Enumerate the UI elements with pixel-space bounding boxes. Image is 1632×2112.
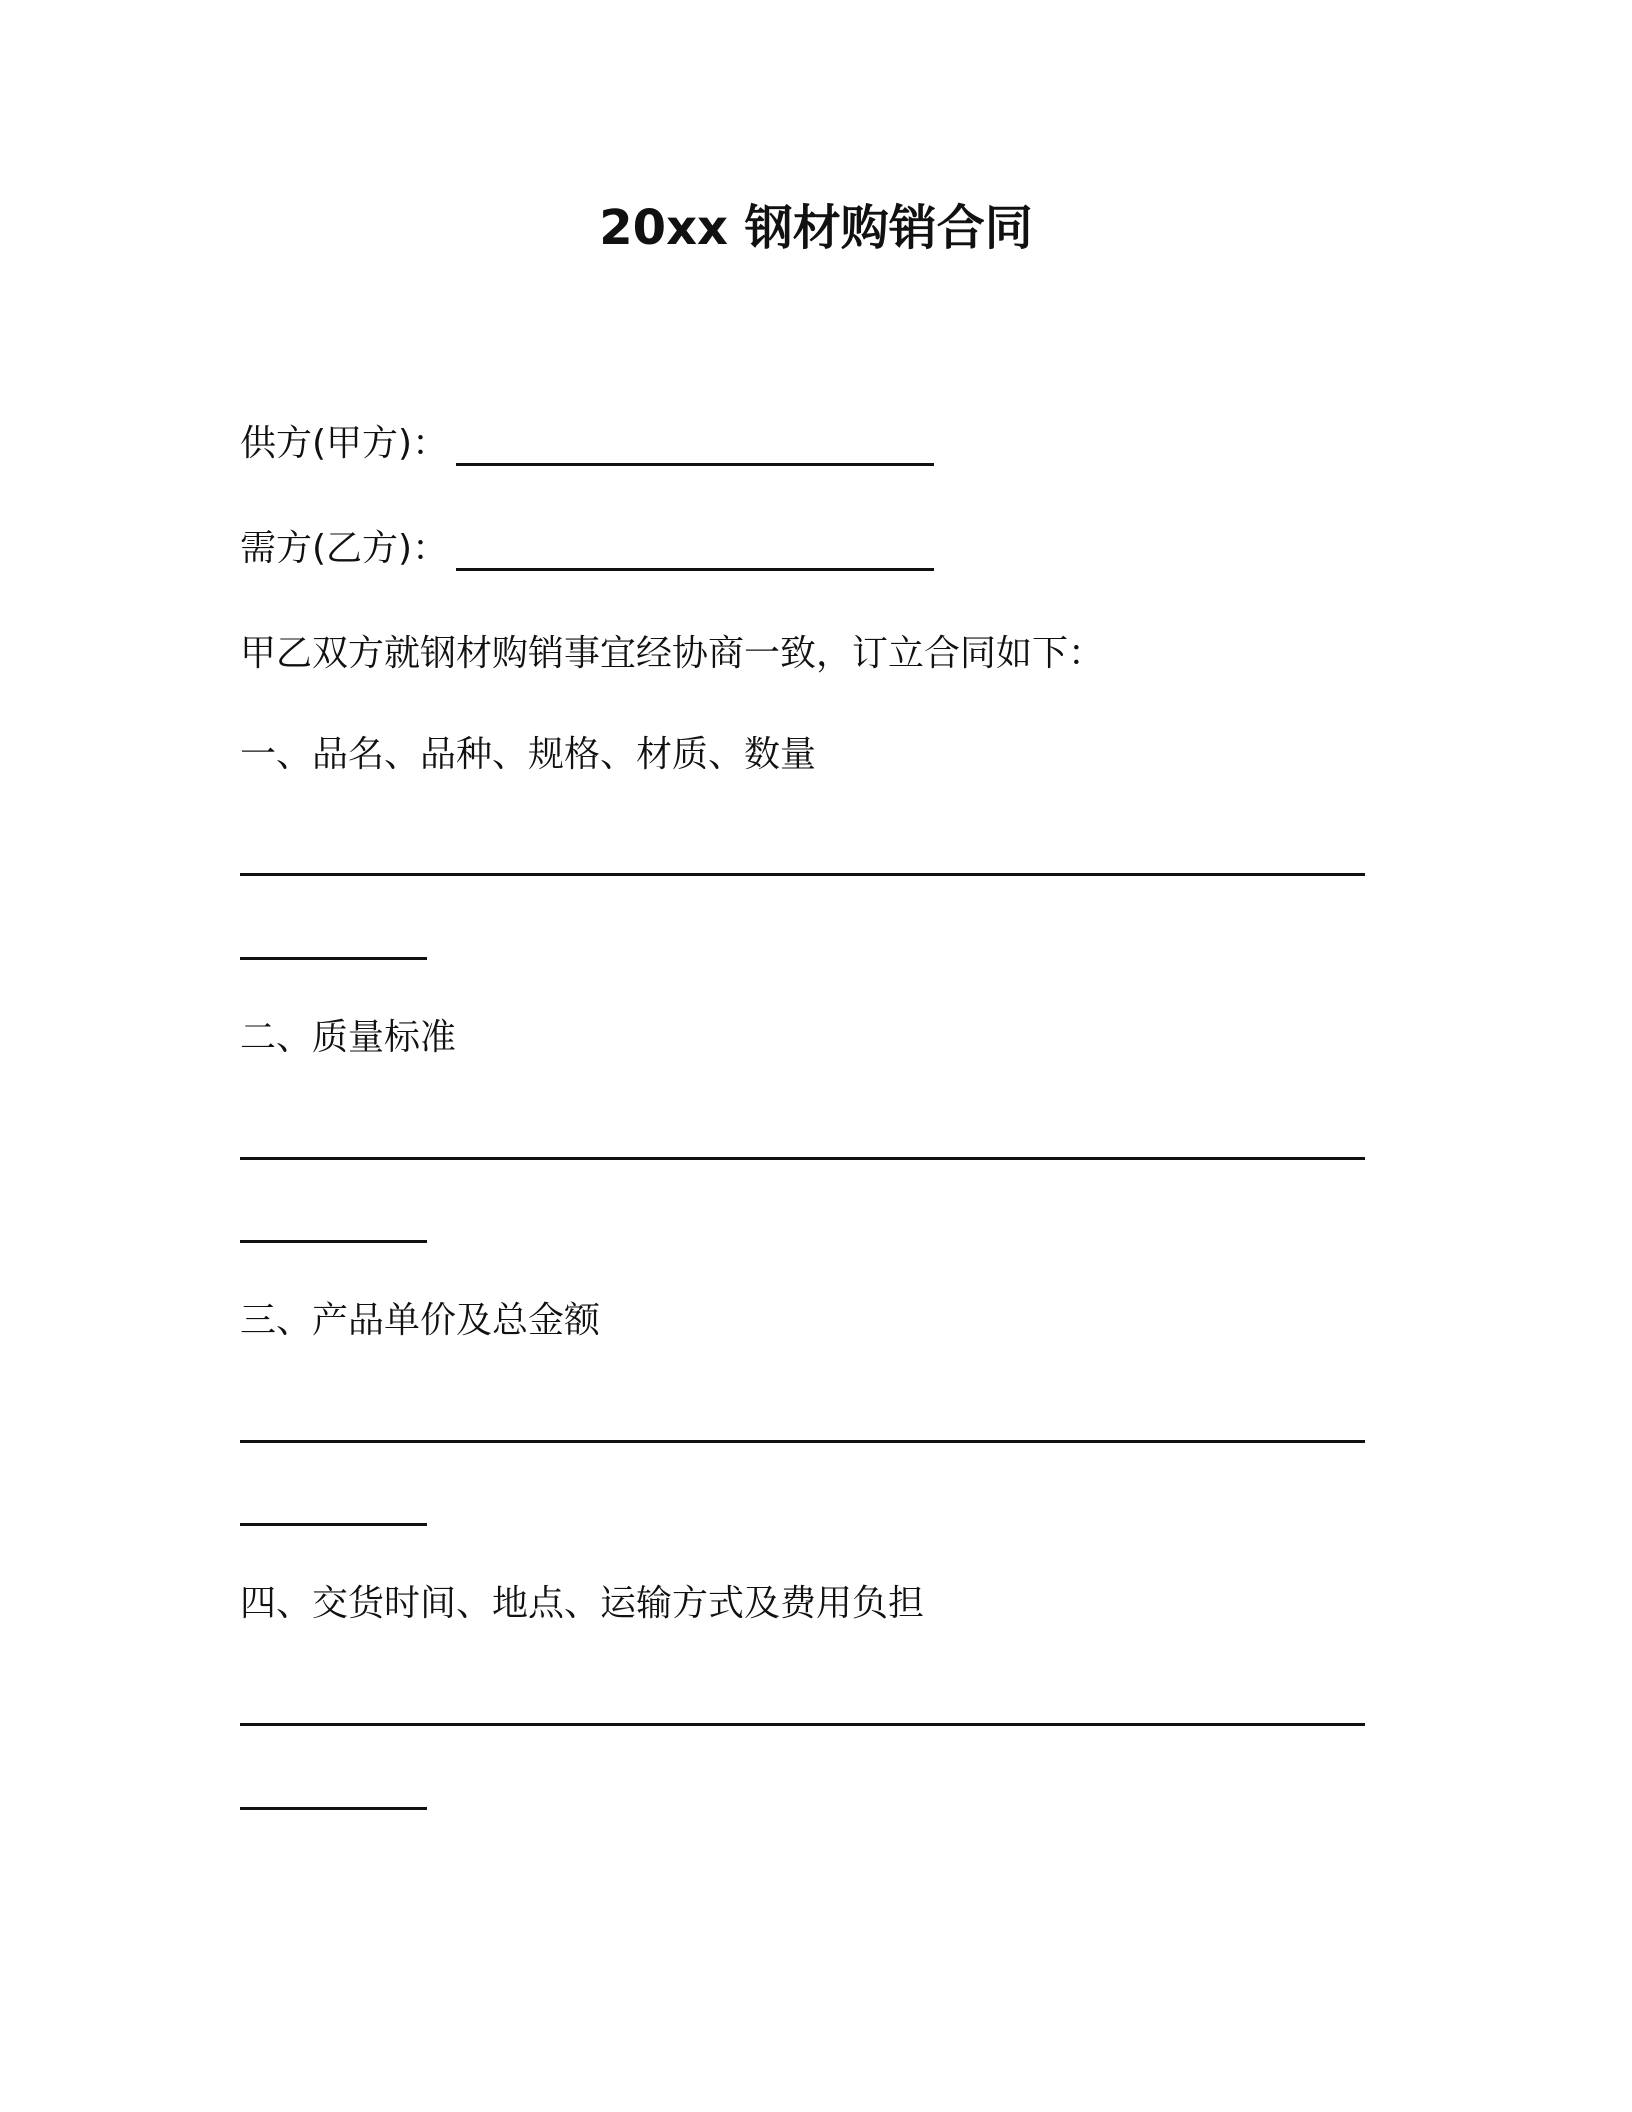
supplier-line: [240, 420, 934, 468]
buyer-blank[interactable]: [456, 523, 934, 571]
buyer-label: 需方(乙方)：: [240, 528, 449, 569]
document-title: 20xx 钢材购销合同: [599, 200, 1033, 256]
intro-text: 甲乙双方就钢材购销事宜经协商一致，订立合同如下：: [240, 633, 1105, 674]
fill-in-line[interactable]: [240, 1240, 427, 1243]
fill-in-line[interactable]: [240, 1523, 427, 1526]
fill-in-line[interactable]: [240, 1157, 1365, 1160]
fill-in-line[interactable]: [240, 1440, 1365, 1443]
supplier-label: 供方(甲方)：: [240, 423, 449, 464]
fill-in-line[interactable]: [240, 873, 1365, 876]
buyer-line: [240, 525, 934, 573]
section-heading: 二、质量标准: [240, 1017, 457, 1058]
section-heading: 一、品名、品种、规格、材质、数量: [240, 734, 817, 775]
section-heading: 三、产品单价及总金额: [240, 1300, 601, 1341]
supplier-blank[interactable]: [456, 418, 934, 466]
fill-in-line[interactable]: [240, 1723, 1365, 1726]
section-heading: 四、交货时间、地点、运输方式及费用负担: [240, 1583, 925, 1624]
fill-in-line[interactable]: [240, 1807, 427, 1810]
fill-in-line[interactable]: [240, 957, 427, 960]
